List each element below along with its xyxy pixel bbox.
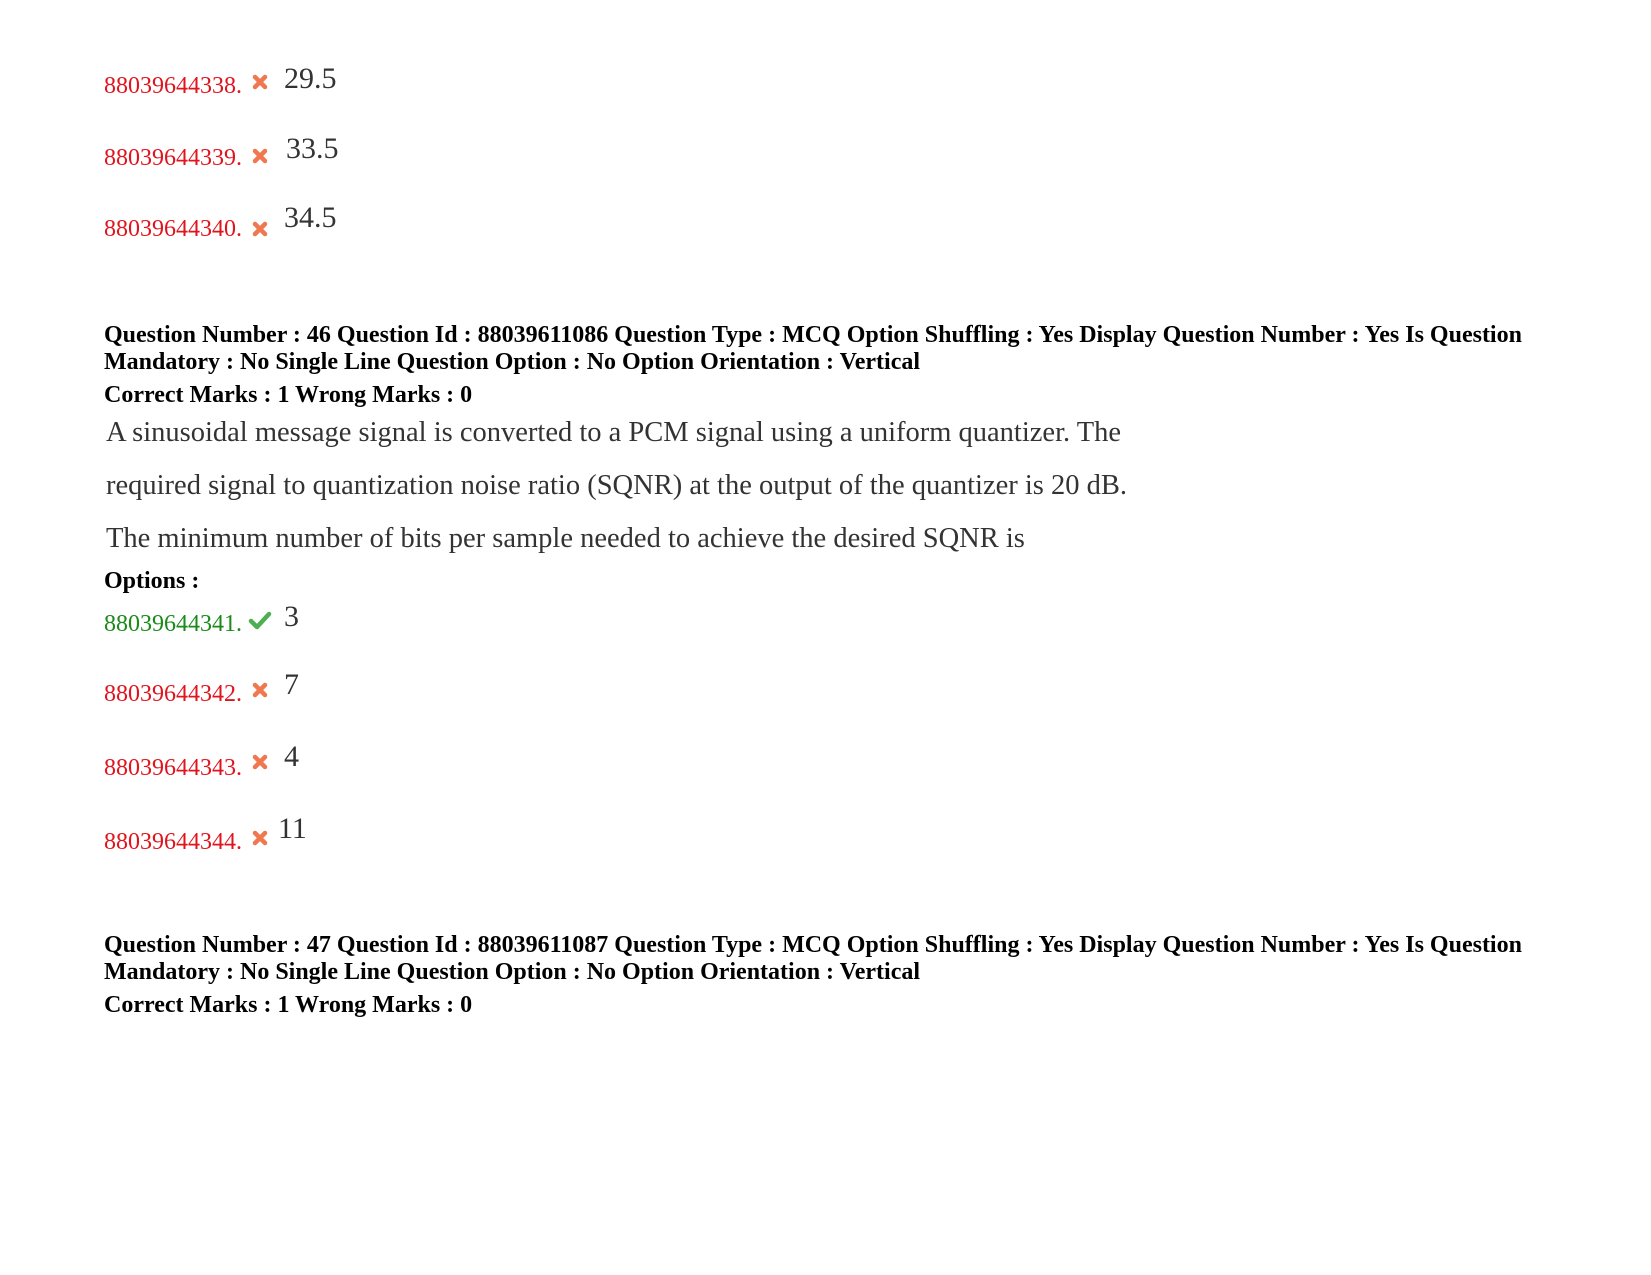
option-id: 88039644343. (104, 755, 242, 781)
option-value: 4 (284, 740, 299, 773)
cross-icon (250, 828, 270, 848)
option-value: 3 (284, 600, 299, 633)
options-label: Options : (104, 568, 200, 594)
cross-icon (250, 72, 270, 92)
option-id: 88039644340. (104, 216, 242, 242)
cross-icon (250, 680, 270, 700)
question-text-line: A sinusoidal message signal is converted to a PCM signal using a uniform quantizer. The (106, 417, 1122, 448)
option-id: 88039644339. (104, 145, 242, 171)
option-value: 34.5 (284, 201, 337, 234)
question-text-line: required signal to quantization noise ratio (SQNR) at the output of the quantizer is 20 dB. (106, 470, 1128, 501)
check-icon (248, 610, 272, 630)
option-value: 11 (278, 812, 307, 845)
option-id: 88039644342. (104, 681, 242, 707)
question-text-line: The minimum number of bits per sample needed to achieve the desired SQNR is (106, 523, 1025, 554)
option-id: 88039644338. (104, 73, 242, 99)
question-marks: Correct Marks : 1 Wrong Marks : 0 (104, 992, 473, 1018)
question-meta: Question Number : 46 Question Id : 88039611086 Question Type : MCQ Option Shuffling : Yes Display Question Number : Yes Is Question Mandatory : No Single Line Question Option : No Option Orientation : Vertical (104, 322, 1522, 375)
question-marks: Correct Marks : 1 Wrong Marks : 0 (104, 382, 473, 408)
option-id: 88039644344. (104, 829, 242, 855)
cross-icon (250, 219, 270, 239)
option-value: 7 (284, 668, 299, 701)
option-id: 88039644341. (104, 611, 242, 637)
cross-icon (250, 752, 270, 772)
cross-icon (250, 146, 270, 166)
option-value: 29.5 (284, 62, 337, 95)
question-meta: Question Number : 47 Question Id : 88039611087 Question Type : MCQ Option Shuffling : Yes Display Question Number : Yes Is Question Mandatory : No Single Line Question Option : No Option Orientation : Vertical (104, 932, 1522, 985)
option-value: 33.5 (286, 132, 339, 165)
